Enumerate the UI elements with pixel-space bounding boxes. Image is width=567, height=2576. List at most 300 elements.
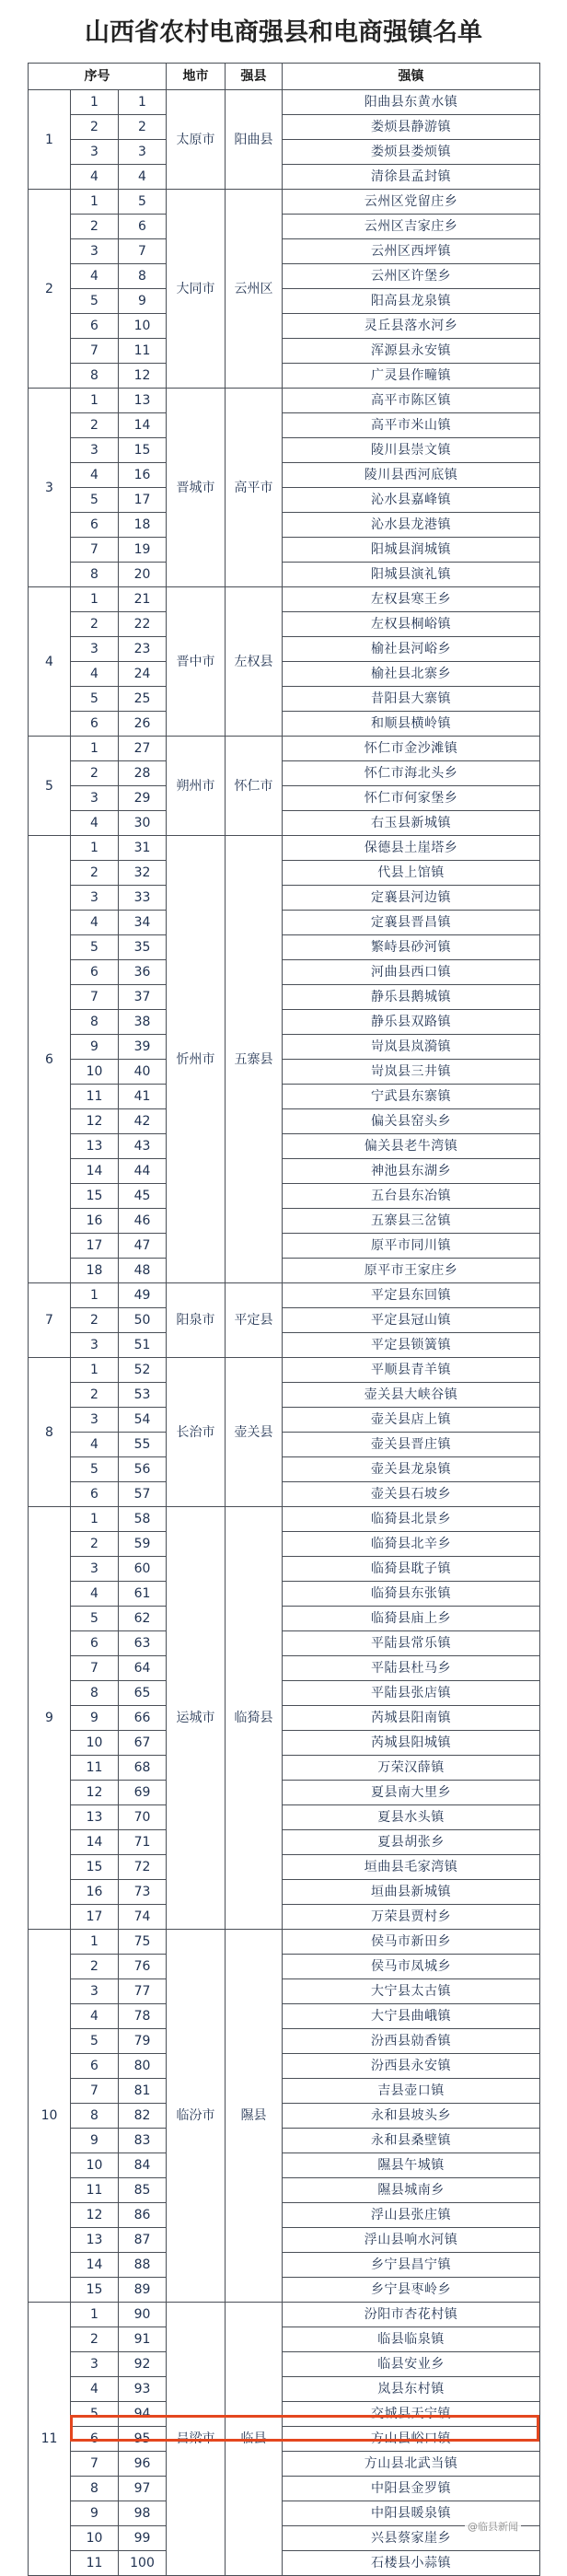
table-row <box>29 339 540 364</box>
town-name: 万荣汉薛镇 <box>283 1756 540 1781</box>
table-row <box>29 563 540 587</box>
town-name: 临猗县东张镇 <box>283 1582 540 1607</box>
row-index: 7 <box>71 538 119 563</box>
town-name: 壶关县石坡乡 <box>283 1482 540 1507</box>
row-serial: 38 <box>119 1010 167 1035</box>
county-name: 隰县 <box>226 1930 283 2303</box>
row-index: 11 <box>71 2178 119 2203</box>
table-row <box>29 811 540 836</box>
row-index: 11 <box>71 1756 119 1781</box>
table-row <box>29 2104 540 2129</box>
group-number: 3 <box>29 389 71 587</box>
row-serial: 16 <box>119 463 167 488</box>
table-row <box>29 886 540 911</box>
row-serial: 47 <box>119 1234 167 1259</box>
town-name: 平定县冠山镇 <box>283 1308 540 1333</box>
town-name: 高平市陈区镇 <box>283 389 540 413</box>
table-row <box>29 985 540 1010</box>
header-county: 强县 <box>226 64 283 90</box>
row-index: 1 <box>71 389 119 413</box>
table-row <box>29 786 540 811</box>
county-name: 左权县 <box>226 587 283 737</box>
row-index: 6 <box>71 513 119 538</box>
county-name: 临县 <box>226 2303 283 2576</box>
row-index: 15 <box>71 1184 119 1209</box>
row-serial: 84 <box>119 2153 167 2178</box>
row-serial: 25 <box>119 687 167 712</box>
row-serial: 80 <box>119 2054 167 2079</box>
county-name: 壶关县 <box>226 1358 283 1507</box>
row-index: 3 <box>71 886 119 911</box>
row-serial: 56 <box>119 1457 167 1482</box>
town-name: 陵川县西河底镇 <box>283 463 540 488</box>
town-name: 云州区党留庄乡 <box>283 190 540 215</box>
town-name: 平陆县常乐镇 <box>283 1631 540 1656</box>
table-header-row <box>29 64 540 90</box>
row-serial: 93 <box>119 2377 167 2402</box>
table-row <box>29 836 540 861</box>
row-index: 4 <box>71 2004 119 2029</box>
row-index: 1 <box>71 90 119 115</box>
town-name: 隰县午城镇 <box>283 2153 540 2178</box>
row-index: 2 <box>71 1308 119 1333</box>
table-row <box>29 538 540 563</box>
city-name: 运城市 <box>167 1507 226 1930</box>
table-row <box>29 1333 540 1358</box>
row-index: 13 <box>71 1134 119 1159</box>
row-index: 15 <box>71 2278 119 2303</box>
city-name: 吕梁市 <box>167 2303 226 2576</box>
row-serial: 22 <box>119 612 167 637</box>
table-row <box>29 289 540 314</box>
table-row <box>29 1706 540 1731</box>
row-index: 7 <box>71 2079 119 2104</box>
row-index: 1 <box>71 190 119 215</box>
town-name: 平定县东回镇 <box>283 1283 540 1308</box>
row-serial: 12 <box>119 364 167 389</box>
row-serial: 15 <box>119 438 167 463</box>
row-serial: 14 <box>119 413 167 438</box>
town-name: 交城县天宁镇 <box>283 2402 540 2427</box>
town-name: 侯马市新田乡 <box>283 1930 540 1955</box>
table-row <box>29 2129 540 2153</box>
row-index: 12 <box>71 2203 119 2228</box>
row-serial: 5 <box>119 190 167 215</box>
town-name: 乡宁县枣岭乡 <box>283 2278 540 2303</box>
row-index: 2 <box>71 612 119 637</box>
row-serial: 29 <box>119 786 167 811</box>
town-name: 永和县桑壁镇 <box>283 2129 540 2153</box>
table-row <box>29 1557 540 1582</box>
row-serial: 78 <box>119 2004 167 2029</box>
town-name: 五寨县三岔镇 <box>283 1209 540 1234</box>
table-row <box>29 1184 540 1209</box>
row-index: 3 <box>71 1333 119 1358</box>
row-serial: 41 <box>119 1085 167 1109</box>
town-name: 定襄县河边镇 <box>283 886 540 911</box>
table-row <box>29 2477 540 2501</box>
table-row <box>29 1159 540 1184</box>
group-number: 6 <box>29 836 71 1283</box>
row-index: 13 <box>71 1805 119 1830</box>
row-index: 3 <box>71 1979 119 2004</box>
row-serial: 24 <box>119 662 167 687</box>
row-serial: 75 <box>119 1930 167 1955</box>
row-serial: 53 <box>119 1383 167 1408</box>
row-serial: 17 <box>119 488 167 513</box>
row-serial: 46 <box>119 1209 167 1234</box>
town-name: 临县安业乡 <box>283 2352 540 2377</box>
row-index: 1 <box>71 1507 119 1532</box>
row-index: 8 <box>71 563 119 587</box>
row-serial: 98 <box>119 2501 167 2526</box>
row-serial: 64 <box>119 1656 167 1681</box>
town-name: 怀仁市金沙滩镇 <box>283 737 540 761</box>
row-serial: 2 <box>119 115 167 140</box>
town-name: 榆社县河峪乡 <box>283 637 540 662</box>
table-row <box>29 1805 540 1830</box>
header-town: 强镇 <box>283 64 540 90</box>
table-row <box>29 488 540 513</box>
row-index: 3 <box>71 1408 119 1433</box>
city-name: 长治市 <box>167 1358 226 1507</box>
town-name: 乡宁县昌宁镇 <box>283 2253 540 2278</box>
table-row <box>29 1855 540 1880</box>
town-name: 壶关县大峡谷镇 <box>283 1383 540 1408</box>
row-index: 8 <box>71 1681 119 1706</box>
town-name: 永和县坡头乡 <box>283 2104 540 2129</box>
table-row <box>29 1507 540 1532</box>
town-name: 万荣县贾村乡 <box>283 1905 540 1930</box>
town-name: 代县上馆镇 <box>283 861 540 886</box>
town-name: 临猗县北辛乡 <box>283 1532 540 1557</box>
table-row <box>29 438 540 463</box>
table-row <box>29 687 540 712</box>
group-number: 7 <box>29 1283 71 1358</box>
town-name: 方山县北武当镇 <box>283 2452 540 2477</box>
county-name: 平定县 <box>226 1283 283 1358</box>
group-number: 1 <box>29 90 71 190</box>
row-serial: 65 <box>119 1681 167 1706</box>
row-serial: 48 <box>119 1259 167 1283</box>
table-row <box>29 1308 540 1333</box>
row-serial: 100 <box>119 2551 167 2576</box>
row-index: 1 <box>71 1930 119 1955</box>
town-name: 阳城县演礼镇 <box>283 563 540 587</box>
town-name: 娄烦县静游镇 <box>283 115 540 140</box>
table-row <box>29 413 540 438</box>
town-name: 神池县东湖乡 <box>283 1159 540 1184</box>
row-index: 14 <box>71 1159 119 1184</box>
row-index: 4 <box>71 662 119 687</box>
row-serial: 90 <box>119 2303 167 2327</box>
table-row <box>29 1383 540 1408</box>
table-row <box>29 1085 540 1109</box>
town-name: 娄烦县娄烦镇 <box>283 140 540 165</box>
row-serial: 67 <box>119 1731 167 1756</box>
row-index: 6 <box>71 2427 119 2452</box>
row-serial: 18 <box>119 513 167 538</box>
row-serial: 13 <box>119 389 167 413</box>
row-index: 2 <box>71 1383 119 1408</box>
row-index: 2 <box>71 861 119 886</box>
row-index: 4 <box>71 1433 119 1457</box>
row-serial: 71 <box>119 1830 167 1855</box>
group-number: 9 <box>29 1507 71 1930</box>
row-serial: 27 <box>119 737 167 761</box>
row-index: 9 <box>71 1706 119 1731</box>
row-serial: 72 <box>119 1855 167 1880</box>
row-serial: 11 <box>119 339 167 364</box>
town-name: 岚县东村镇 <box>283 2377 540 2402</box>
town-name: 阳曲县东黄水镇 <box>283 90 540 115</box>
table-row <box>29 2327 540 2352</box>
row-serial: 31 <box>119 836 167 861</box>
town-name: 五台县东冶镇 <box>283 1184 540 1209</box>
row-serial: 99 <box>119 2526 167 2551</box>
row-serial: 44 <box>119 1159 167 1184</box>
row-serial: 4 <box>119 165 167 190</box>
row-serial: 69 <box>119 1781 167 1805</box>
town-name: 芮城县阳南镇 <box>283 1706 540 1731</box>
row-index: 4 <box>71 911 119 935</box>
row-index: 8 <box>71 2104 119 2129</box>
row-serial: 68 <box>119 1756 167 1781</box>
row-index: 10 <box>71 1731 119 1756</box>
row-serial: 19 <box>119 538 167 563</box>
town-name: 阳城县润城镇 <box>283 538 540 563</box>
row-serial: 83 <box>119 2129 167 2153</box>
town-name: 静乐县鹅城镇 <box>283 985 540 1010</box>
row-index: 7 <box>71 339 119 364</box>
table-row <box>29 612 540 637</box>
row-index: 17 <box>71 1905 119 1930</box>
row-index: 1 <box>71 2303 119 2327</box>
row-serial: 63 <box>119 1631 167 1656</box>
town-name: 广灵县作疃镇 <box>283 364 540 389</box>
row-serial: 34 <box>119 911 167 935</box>
table-row <box>29 2352 540 2377</box>
town-name: 临猗县北景乡 <box>283 1507 540 1532</box>
table-row <box>29 1358 540 1383</box>
row-serial: 55 <box>119 1433 167 1457</box>
town-name: 偏关县老牛湾镇 <box>283 1134 540 1159</box>
table-row <box>29 1134 540 1159</box>
table-row <box>29 2004 540 2029</box>
row-index: 6 <box>71 960 119 985</box>
town-name: 保德县土崖塔乡 <box>283 836 540 861</box>
row-index: 6 <box>71 2054 119 2079</box>
row-index: 5 <box>71 2029 119 2054</box>
city-name: 大同市 <box>167 190 226 389</box>
town-name: 壶关县店上镇 <box>283 1408 540 1433</box>
row-index: 3 <box>71 1557 119 1582</box>
row-serial: 96 <box>119 2452 167 2477</box>
table-row <box>29 637 540 662</box>
highlight-box <box>70 2415 539 2442</box>
table-row <box>29 1631 540 1656</box>
town-name: 平定县锁簧镇 <box>283 1333 540 1358</box>
row-index: 15 <box>71 1855 119 1880</box>
town-name: 榆社县北寨乡 <box>283 662 540 687</box>
town-name: 云州区吉家庄乡 <box>283 215 540 239</box>
group-number: 4 <box>29 587 71 737</box>
row-index: 4 <box>71 463 119 488</box>
table-row <box>29 2054 540 2079</box>
row-index: 6 <box>71 712 119 737</box>
town-name: 清徐县孟封镇 <box>283 165 540 190</box>
town-name: 垣曲县毛家湾镇 <box>283 1855 540 1880</box>
table-row <box>29 1656 540 1681</box>
row-serial: 51 <box>119 1333 167 1358</box>
county-name: 高平市 <box>226 389 283 587</box>
row-serial: 49 <box>119 1283 167 1308</box>
table-body <box>29 90 540 2576</box>
town-name: 中阳县暖泉镇 <box>283 2501 540 2526</box>
row-serial: 59 <box>119 1532 167 1557</box>
town-name: 夏县水头镇 <box>283 1805 540 1830</box>
town-name: 浑源县永安镇 <box>283 339 540 364</box>
table-row <box>29 1781 540 1805</box>
row-serial: 86 <box>119 2203 167 2228</box>
row-index: 11 <box>71 1085 119 1109</box>
watermark: @临县新闻 <box>465 2518 521 2535</box>
row-serial: 32 <box>119 861 167 886</box>
table-row <box>29 2253 540 2278</box>
row-index: 1 <box>71 587 119 612</box>
table-row <box>29 2278 540 2303</box>
table-row <box>29 190 540 215</box>
town-name: 陵川县崇文镇 <box>283 438 540 463</box>
town-name: 浮山县张庄镇 <box>283 2203 540 2228</box>
row-index: 4 <box>71 2377 119 2402</box>
group-number: 11 <box>29 2303 71 2576</box>
town-name: 左权县桐峪镇 <box>283 612 540 637</box>
town-name: 繁峙县砂河镇 <box>283 935 540 960</box>
row-index: 3 <box>71 239 119 264</box>
town-name: 灵丘县落水河乡 <box>283 314 540 339</box>
town-name: 临猗县庙上乡 <box>283 1607 540 1631</box>
table-row <box>29 2377 540 2402</box>
table-row <box>29 712 540 737</box>
row-serial: 37 <box>119 985 167 1010</box>
table-row <box>29 215 540 239</box>
row-serial: 52 <box>119 1358 167 1383</box>
table-row <box>29 2501 540 2526</box>
row-index: 2 <box>71 115 119 140</box>
town-name: 方山县峪口镇 <box>283 2427 540 2452</box>
row-serial: 89 <box>119 2278 167 2303</box>
row-serial: 58 <box>119 1507 167 1532</box>
row-index: 17 <box>71 1234 119 1259</box>
city-name: 晋城市 <box>167 389 226 587</box>
row-index: 5 <box>71 488 119 513</box>
row-serial: 62 <box>119 1607 167 1631</box>
county-name: 云州区 <box>226 190 283 389</box>
town-name: 壶关县晋庄镇 <box>283 1433 540 1457</box>
town-name: 平陆县张店镇 <box>283 1681 540 1706</box>
row-index: 14 <box>71 1830 119 1855</box>
town-name: 沁水县龙港镇 <box>283 513 540 538</box>
row-index: 6 <box>71 314 119 339</box>
row-serial: 45 <box>119 1184 167 1209</box>
row-serial: 21 <box>119 587 167 612</box>
row-serial: 95 <box>119 2427 167 2452</box>
town-name: 云州区许堡乡 <box>283 264 540 289</box>
town-name: 云州区西坪镇 <box>283 239 540 264</box>
town-name: 汾西县永安镇 <box>283 2054 540 2079</box>
town-name: 石楼县小蒜镇 <box>283 2551 540 2576</box>
town-name: 岢岚县岚漪镇 <box>283 1035 540 1060</box>
table-row <box>29 364 540 389</box>
row-index: 5 <box>71 1607 119 1631</box>
row-index: 4 <box>71 1582 119 1607</box>
table-row <box>29 2203 540 2228</box>
table-row <box>29 264 540 289</box>
table-row <box>29 314 540 339</box>
table-row <box>29 2079 540 2104</box>
table-row <box>29 662 540 687</box>
table-row <box>29 2153 540 2178</box>
county-name: 五寨县 <box>226 836 283 1283</box>
row-index: 9 <box>71 2129 119 2153</box>
row-serial: 40 <box>119 1060 167 1085</box>
table-row <box>29 239 540 264</box>
table-row <box>29 90 540 115</box>
row-serial: 61 <box>119 1582 167 1607</box>
table-row <box>29 1482 540 1507</box>
city-name: 临汾市 <box>167 1930 226 2303</box>
row-index: 11 <box>71 2551 119 2576</box>
row-serial: 81 <box>119 2079 167 2104</box>
row-serial: 74 <box>119 1905 167 1930</box>
table-row <box>29 1109 540 1134</box>
table-row <box>29 165 540 190</box>
row-serial: 39 <box>119 1035 167 1060</box>
row-serial: 9 <box>119 289 167 314</box>
row-serial: 92 <box>119 2352 167 2377</box>
town-name: 壶关县龙泉镇 <box>283 1457 540 1482</box>
row-index: 10 <box>71 2153 119 2178</box>
row-index: 3 <box>71 140 119 165</box>
row-serial: 20 <box>119 563 167 587</box>
table-row <box>29 1930 540 1955</box>
town-name: 阳高县龙泉镇 <box>283 289 540 314</box>
row-index: 1 <box>71 836 119 861</box>
row-serial: 1 <box>119 90 167 115</box>
town-name: 和顺县横岭镇 <box>283 712 540 737</box>
row-serial: 10 <box>119 314 167 339</box>
town-name: 中阳县金罗镇 <box>283 2477 540 2501</box>
row-serial: 91 <box>119 2327 167 2352</box>
row-serial: 8 <box>119 264 167 289</box>
table-row <box>29 2551 540 2576</box>
row-index: 12 <box>71 1781 119 1805</box>
table-row <box>29 911 540 935</box>
table-row <box>29 389 540 413</box>
town-name: 定襄县晋昌镇 <box>283 911 540 935</box>
table-row <box>29 463 540 488</box>
table-row <box>29 1259 540 1283</box>
row-index: 7 <box>71 2452 119 2477</box>
table-row <box>29 1979 540 2004</box>
group-number: 2 <box>29 190 71 389</box>
row-index: 2 <box>71 761 119 786</box>
row-index: 5 <box>71 687 119 712</box>
row-index: 8 <box>71 2477 119 2501</box>
row-index: 2 <box>71 413 119 438</box>
row-index: 8 <box>71 364 119 389</box>
